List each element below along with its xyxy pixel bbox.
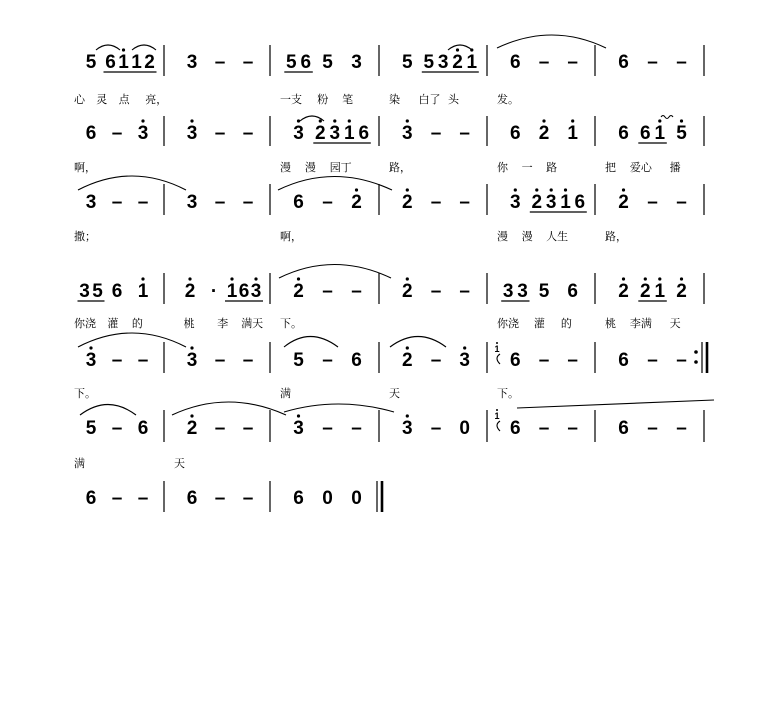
note-digit: 0 <box>459 418 470 439</box>
lyric-text: 李满 <box>629 317 652 330</box>
note-digit: 5 <box>293 350 304 371</box>
grace-note-digit: 1 <box>494 411 500 421</box>
note-digit: 3 <box>517 281 528 302</box>
lyric-text: 你浇 <box>74 317 96 330</box>
note-digit: 5 <box>538 281 550 302</box>
lyric-text: 满天 <box>241 317 264 330</box>
dash-extension: – <box>111 350 123 371</box>
dash-extension: – <box>647 350 658 371</box>
note-digit: 6 <box>293 192 304 213</box>
octave-dot <box>514 188 517 191</box>
note-digit: 3 <box>137 123 149 144</box>
note-digit: 3 <box>186 350 198 371</box>
note-digit: 6 <box>510 123 521 144</box>
octave-dot <box>658 119 661 122</box>
dash-extension: – <box>430 192 442 213</box>
note-digit: 2 <box>452 52 463 73</box>
dash-extension: – <box>214 350 226 371</box>
note-digit: 6 <box>300 52 312 73</box>
dash-extension: – <box>459 123 470 144</box>
octave-dot <box>622 188 625 191</box>
note-digit: 2 <box>531 192 543 213</box>
lyric-text: 漫 <box>304 161 316 174</box>
octave-dot <box>680 277 683 280</box>
note-digit: 2 <box>293 281 304 302</box>
lyric-text: 人生 <box>546 230 569 243</box>
note-digit: 6 <box>85 123 97 144</box>
lyric-text: 灵 <box>96 93 108 106</box>
lyric-text: 漫 <box>521 230 533 243</box>
lyric-text: 染 <box>389 93 400 106</box>
dash-extension: – <box>430 281 442 302</box>
turn-ornament-icon <box>661 116 673 119</box>
note-digit: 6 <box>358 123 370 144</box>
note-digit: 3 <box>186 192 198 213</box>
dash-extension: – <box>214 52 226 73</box>
lyric-text: 笔 <box>342 93 354 106</box>
dash-extension: – <box>430 350 442 371</box>
dash-extension: – <box>242 350 254 371</box>
note-digit: 6 <box>618 350 629 371</box>
note-digit: 5 <box>423 52 435 73</box>
note-digit: 2 <box>144 52 155 73</box>
lyric-text: 天 <box>389 387 400 400</box>
dash-extension: – <box>538 418 550 439</box>
lyric-text: 灌 <box>107 317 119 330</box>
note-digit: 6 <box>111 281 123 302</box>
note-digit: 2 <box>351 192 362 213</box>
lyric-text: 啊， <box>74 161 96 174</box>
lyric-text: 一支 <box>280 93 302 106</box>
octave-dot <box>406 346 409 349</box>
lyric-text: 天 <box>174 457 185 470</box>
dash-extension: – <box>351 418 362 439</box>
octave-dot <box>190 119 193 122</box>
note-digit: 6 <box>510 52 521 73</box>
dash-extension: – <box>676 418 687 439</box>
dash-extension: – <box>111 418 123 439</box>
note-digit: 3 <box>293 418 304 439</box>
lyric-text: 一 <box>521 161 533 174</box>
dash-extension: – <box>351 281 362 302</box>
note-digit: 2 <box>618 192 629 213</box>
dash-extension: – <box>322 281 333 302</box>
lyric-text: 园丁 <box>329 161 352 174</box>
octave-dot <box>406 414 409 417</box>
note-digit: 3 <box>502 281 514 302</box>
dash-extension: – <box>242 418 254 439</box>
dash-extension: – <box>111 488 123 509</box>
octave-dot <box>297 414 300 417</box>
note-digit: 6 <box>105 52 116 73</box>
lyric-text: 下。 <box>74 387 96 400</box>
lyric-text: 你 <box>497 161 508 174</box>
dash-extension: – <box>137 192 149 213</box>
dash-extension: – <box>567 350 578 371</box>
octave-dot <box>463 346 466 349</box>
octave-dot <box>406 188 409 191</box>
dash-extension: – <box>137 350 149 371</box>
note-digit: · <box>210 281 218 302</box>
lyric-text: 点 <box>118 93 130 106</box>
lyric-text: 的 <box>560 317 572 330</box>
octave-dot <box>542 119 545 122</box>
note-digit: 3 <box>186 52 198 73</box>
octave-dot <box>564 188 567 191</box>
note-digit: 3 <box>459 350 470 371</box>
note-digit: 6 <box>567 281 578 302</box>
dash-extension: – <box>676 350 687 371</box>
note-digit: 1 <box>344 123 355 144</box>
dash-extension: – <box>214 488 226 509</box>
octave-dot <box>254 277 257 280</box>
note-digit: 3 <box>402 418 413 439</box>
lyric-text: 粉 <box>317 93 329 106</box>
note-digit: 1 <box>226 281 238 302</box>
lyric-text: 白了 <box>418 93 441 106</box>
note-digit: 3 <box>85 192 97 213</box>
dash-extension: – <box>111 192 123 213</box>
lyric-text: 亮， <box>145 93 168 106</box>
dash-extension: – <box>322 418 333 439</box>
dash-extension: – <box>242 123 254 144</box>
octave-dot <box>89 346 92 349</box>
octave-dot <box>141 277 144 280</box>
note-digit: 5 <box>92 281 103 302</box>
lyric-text: 播 <box>669 161 681 174</box>
lyric-text: 发。 <box>497 93 519 106</box>
lyric-text: 下。 <box>497 387 519 400</box>
dash-extension: – <box>538 350 550 371</box>
lyric-text: 爱心 <box>629 161 652 174</box>
dash-extension: – <box>111 123 123 144</box>
note-digit: 0 <box>351 488 362 509</box>
octave-dot <box>644 277 647 280</box>
note-digit: 3 <box>293 123 304 144</box>
lyric-text: 天 <box>669 317 681 330</box>
octave-dot <box>658 277 661 280</box>
note-digit: 6 <box>351 350 362 371</box>
dash-extension: – <box>214 192 226 213</box>
dash-extension: – <box>430 123 442 144</box>
octave-dot <box>297 119 300 122</box>
note-digit: 6 <box>137 418 149 439</box>
lyric-text: 啊， <box>280 230 302 243</box>
octave-dot <box>122 48 125 51</box>
dash-extension: – <box>242 192 254 213</box>
note-digit: 3 <box>545 192 557 213</box>
note-digit: 3 <box>329 123 341 144</box>
note-digit: 5 <box>85 52 97 73</box>
note-digit: 6 <box>510 418 521 439</box>
dash-extension: – <box>538 52 550 73</box>
octave-dot <box>550 188 553 191</box>
lyric-text: 你浇 <box>497 317 519 330</box>
note-digit: 2 <box>538 123 550 144</box>
octave-dot <box>406 119 409 122</box>
note-digit: 5 <box>85 418 97 439</box>
note-digit: 1 <box>466 52 478 73</box>
note-digit: 2 <box>186 418 198 439</box>
note-digit: 1 <box>567 123 578 144</box>
octave-dot <box>535 188 538 191</box>
note-digit: 2 <box>315 123 326 144</box>
lyric-text: 桃 <box>605 317 616 330</box>
dash-extension: – <box>676 52 687 73</box>
octave-dot <box>141 119 144 122</box>
lyric-text: 灌 <box>533 317 545 330</box>
lyric-text: 下。 <box>280 317 302 330</box>
lyric-text: 撒； <box>74 230 96 243</box>
octave-dot <box>188 277 191 280</box>
note-digit: 2 <box>676 281 687 302</box>
note-digit: 1 <box>654 123 666 144</box>
note-digit: 2 <box>618 281 629 302</box>
note-digit: 6 <box>186 488 198 509</box>
note-digit: 3 <box>510 192 521 213</box>
lyric-text: 满 <box>280 387 291 400</box>
octave-dot <box>230 277 233 280</box>
note-digit: 3 <box>85 350 97 371</box>
octave-dot <box>456 48 459 51</box>
octave-dot <box>333 119 336 122</box>
dash-extension: – <box>214 123 226 144</box>
note-digit: 3 <box>79 281 90 302</box>
note-digit: 3 <box>250 281 262 302</box>
dash-extension: – <box>567 418 578 439</box>
note-digit: 6 <box>238 281 250 302</box>
note-digit: 3 <box>351 52 362 73</box>
lyric-text: 心 <box>74 93 85 106</box>
note-digit: 1 <box>118 52 129 73</box>
lyric-text: 头 <box>448 93 459 106</box>
dash-extension: – <box>459 192 470 213</box>
note-digit: 5 <box>676 123 687 144</box>
dash-extension: – <box>322 192 333 213</box>
dash-extension: – <box>647 192 658 213</box>
grace-note-digit: 1 <box>494 344 500 354</box>
note-digit: 1 <box>131 52 142 73</box>
octave-dot <box>190 414 193 417</box>
note-digit: 2 <box>402 192 413 213</box>
octave-dot <box>190 346 193 349</box>
lyric-text: 漫 <box>497 230 508 243</box>
dash-extension: – <box>647 52 658 73</box>
note-digit: 0 <box>322 488 333 509</box>
note-digit: 2 <box>640 281 651 302</box>
note-digit: 1 <box>560 192 571 213</box>
dash-extension: – <box>242 488 254 509</box>
dash-extension: – <box>137 488 149 509</box>
lyric-text: 满 <box>74 457 85 470</box>
dash-extension: – <box>567 52 578 73</box>
note-digit: 6 <box>574 192 586 213</box>
note-digit: 6 <box>640 123 651 144</box>
octave-dot <box>319 119 322 122</box>
dash-extension: – <box>459 281 470 302</box>
lyric-text: 李 <box>217 317 229 330</box>
note-digit: 1 <box>654 281 666 302</box>
note-digit: 6 <box>618 418 629 439</box>
octave-dot <box>571 119 574 122</box>
note-digit: 2 <box>402 281 413 302</box>
lyric-text: 把 <box>605 161 616 174</box>
lyric-text: 路 <box>546 161 558 174</box>
dash-extension: – <box>430 418 442 439</box>
lyric-text: 路， <box>605 230 627 243</box>
octave-dot <box>348 119 351 122</box>
note-digit: 6 <box>85 488 97 509</box>
dash-extension: – <box>214 418 226 439</box>
note-digit: 3 <box>437 52 449 73</box>
note-digit: 3 <box>186 123 198 144</box>
octave-dot <box>355 188 358 191</box>
dash-extension: – <box>647 418 658 439</box>
lyric-text: 漫 <box>280 161 291 174</box>
note-digit: 2 <box>402 350 413 371</box>
note-digit: 6 <box>618 52 629 73</box>
note-digit: 6 <box>618 123 629 144</box>
note-digit: 5 <box>322 52 333 73</box>
octave-dot <box>622 277 625 280</box>
note-digit: 1 <box>137 281 149 302</box>
lyric-text: 路， <box>389 161 411 174</box>
note-digit: 6 <box>510 350 521 371</box>
dash-extension: – <box>322 350 333 371</box>
lyric-text: 的 <box>131 317 143 330</box>
octave-dot <box>406 277 409 280</box>
bar-lines <box>164 45 707 512</box>
note-digit: 5 <box>402 52 413 73</box>
marks-layer <box>78 35 714 512</box>
dash-extension: – <box>676 192 687 213</box>
note-digit: 6 <box>293 488 304 509</box>
octave-dot <box>297 277 300 280</box>
note-digit: 2 <box>184 281 196 302</box>
note-digit: 3 <box>402 123 413 144</box>
note-digit: 5 <box>286 52 297 73</box>
lyric-text: 桃 <box>183 317 195 330</box>
octave-dot <box>680 119 683 122</box>
dash-extension: – <box>242 52 254 73</box>
